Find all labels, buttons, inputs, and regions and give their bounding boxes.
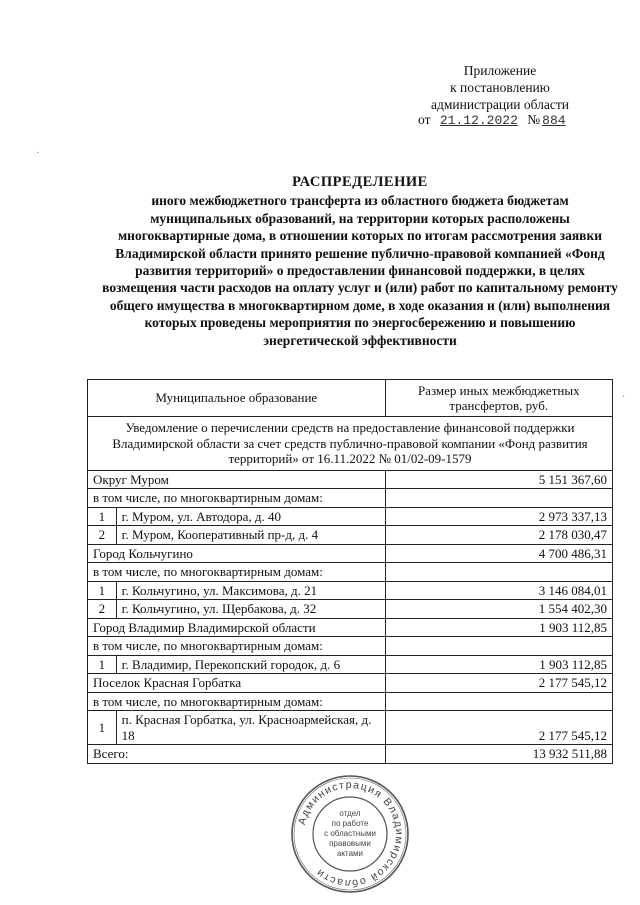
table-row [88,507,613,526]
notice-text: Уведомление о перечислении средств на предоставление финансовой поддержки Владимирской области за счет средств публично-правовой компании «Фонд развития территорий» от 16.11.2022 № 01/02-09-1579 [88,417,613,471]
column-header-amount: Размер иных межбюджетных трансфертов, руб. [385,380,612,417]
house-address: г. Кольчугино, ул. Максимова, д. 21 [116,581,385,600]
appendix-dateline [418,112,572,128]
municipality-amount: 2 177 545,12 [385,674,612,693]
appendix-subtitle: к постановлению [450,80,550,95]
appendix-block [400,62,600,113]
column-header-municipality: Муниципальное образование [88,380,386,417]
table-row [88,544,613,563]
municipality-amount: 4 700 486,31 [385,544,612,563]
distribution-table [87,379,613,764]
stamp-text: по работе [331,819,369,828]
house-index: 1 [88,655,117,674]
number-prefix: № [527,112,541,127]
appendix-authority: администрации области [430,97,570,112]
title-body: иного межбюджетного трансферта из областного бюджета бюджетам муниципальных образований, на территории которых расположены многоквартирные дома, в отношении которых по итогам рассмотрения заявки Владимирской области принято решение публично-правовой компанией «Фонд развития территорий» о предоставлении финансовой поддержки, в целях возмещения части расходов на оплату услуг и (или) работ по капитальному ремонту общего имущества в многоквартирном доме, в ходе оказания и (или) выполнения которых проведены мероприятия по энергосбережению и повышению энергетической эффективности [102,193,618,348]
house-amount: 3 146 084,01 [385,581,612,600]
date-prefix: от [418,112,431,127]
table-row [88,600,613,619]
house-index: 2 [88,600,117,619]
total-label: Всего: [88,745,386,764]
notice-row [88,417,613,471]
table-row [88,692,613,711]
total-amount: 13 932 511,88 [385,745,612,764]
table-row [88,526,613,545]
house-index: 2 [88,526,117,545]
house-index: 1 [88,711,117,745]
document-title [100,174,620,349]
including-label: в том числе, по многоквартирным домам: [88,489,386,508]
decree-date: 21.12.2022 [439,113,518,128]
table-row [88,618,613,637]
municipality-name: Город Владимир Владимирской области [88,618,386,637]
municipality-amount: 1 903 112,85 [385,618,612,637]
stamp-text: актами [336,849,364,858]
including-label: в том числе, по многоквартирным домам: [88,637,386,656]
house-address: г. Муром, Кооперативный пр-д, д. 4 [116,526,385,545]
table-row [88,470,613,489]
table-row [88,637,613,656]
stamp-ring-text: Администрация Владимирской области [295,778,406,890]
official-stamp [288,772,412,896]
scan-speck: · [36,148,40,159]
table-row [88,711,613,745]
including-label: в том числе, по многоквартирным домам: [88,563,386,582]
appendix-title: Приложение [463,63,537,78]
house-index: 1 [88,507,117,526]
stamp-text: с областными [324,829,376,838]
house-amount: 2 178 030,47 [385,526,612,545]
house-amount: 1 554 402,30 [385,600,612,619]
table-row [88,655,613,674]
municipality-name: Поселок Красная Горбатка [88,674,386,693]
table-row [88,563,613,582]
title-heading: РАСПРЕДЕЛЕНИЕ [292,174,428,190]
house-address: г. Муром, ул. Автодора, д. 40 [116,507,385,526]
municipality-amount: 5 151 367,60 [385,470,612,489]
house-amount: 1 903 112,85 [385,655,612,674]
municipality-name: Округ Муром [88,470,386,489]
table-row [88,581,613,600]
house-address: г. Кольчугино, ул. Щербакова, д. 32 [116,600,385,619]
table-row [88,674,613,693]
house-address: п. Красная Горбатка, ул. Красноармейская, д. 18 [116,711,385,745]
municipality-name: Город Кольчугино [88,544,386,563]
house-address: г. Владимир, Перекопский городок, д. 6 [116,655,385,674]
house-index: 1 [88,581,117,600]
including-label: в том числе, по многоквартирным домам: [88,692,386,711]
house-amount: 2 177 545,12 [385,711,612,745]
stamp-text: отдел [339,809,361,818]
total-row [88,745,613,764]
table-header-row [88,380,613,417]
scan-speck: · [622,392,626,403]
table-row [88,489,613,508]
decree-number: 884 [542,113,566,128]
house-amount: 2 973 337,13 [385,507,612,526]
stamp-text: правовыми [329,839,371,848]
